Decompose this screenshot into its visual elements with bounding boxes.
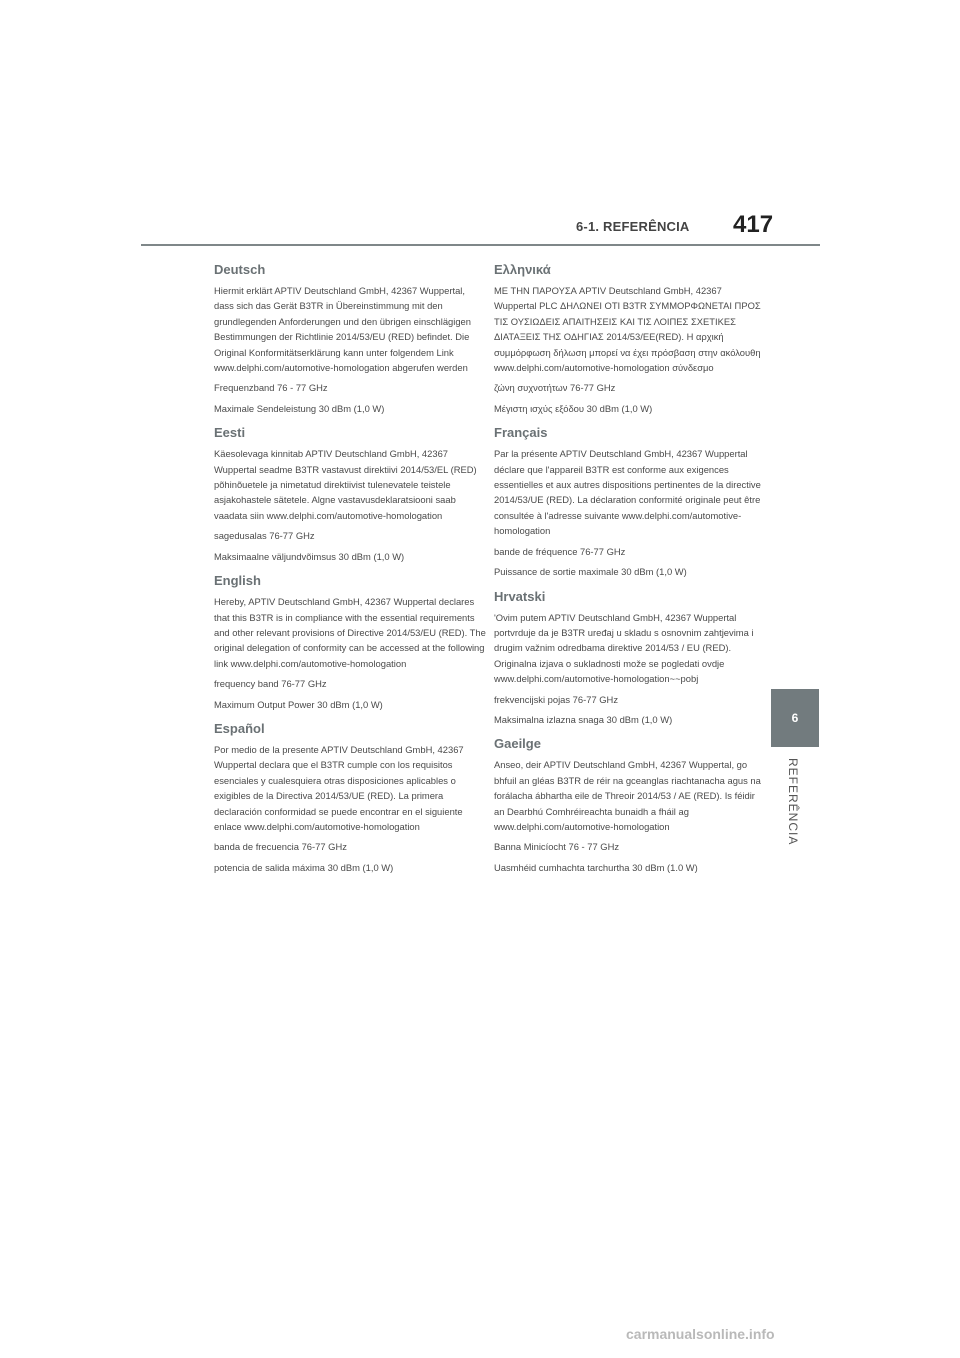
language-section-eesti (214, 425, 486, 564)
language-section-hrvatski (494, 589, 766, 728)
section-title: Français (494, 425, 548, 441)
declaration-text: Hereby, APTIV Deutschland GmbH, 42367 Wuppertal declares that this B3TR is in compliance with the essential requirements and other relevant provisions of Directive 2014/53/EU (RED). The original delegation of conformity can be accessed at the following link www.delphi.com/automotive-homologation (214, 596, 486, 669)
frequency-band: frekvencijski pojas 76-77 GHz (494, 693, 619, 705)
declaration-text: Par la présente APTIV Deutschland GmbH, 42367 Wuppertal déclare que l'appareil B3TR est conforme aux exigences essentielles et aux autres dispositions pertinentes de la directive 2014/53/UE (RED). La déclaration conformité originale peut être consultée à l'adresse suivante www.delphi.com/automotive-homologation (494, 448, 761, 537)
section-title: Gaeilge (494, 736, 541, 752)
chapter-label: REFERÊNCIA (786, 758, 800, 846)
declaration-text: Hiermit erklärt APTIV Deutschland GmbH, 42367 Wuppertal, dass sich das Gerät B3TR in Übereinstimmung mit den grundlegenden Anforderungen und den übrigen einschlägigen Bestimmungen der Richtlinie 2014/53/EU (RED) befindet. Die Original Konformitätserklärung kann unter folgendem Link www.delphi.com/automotive-homologation abgerufen werden (214, 285, 471, 374)
declaration-text: Por medio de la presente APTIV Deutschland GmbH, 42367 Wuppertal declara que el B3TR cumple con los requisitos esenciales y cualesquiera otras disposiciones aplicables o exigibles de la Directiva 2014/53/UE (RED). La primera declaración conformidad se puede encontrar en el siguiente enlace www.delphi.com/automotive-homologation (214, 743, 464, 832)
output-power: potencia de salida máxima 30 dBm (1,0 W) (214, 861, 394, 873)
language-section-espanol (214, 721, 486, 875)
section-title: Eesti (214, 425, 246, 441)
section-title: Hrvatski (494, 588, 546, 604)
output-power: Maksimalna izlazna snaga 30 dBm (1,0 W) (494, 713, 673, 725)
frequency-band: banda de frecuencia 76-77 GHz (214, 841, 347, 853)
site-watermark: carmanualsonline.info (626, 1326, 775, 1342)
frequency-band: Frequenzband 76 - 77 GHz (214, 382, 328, 394)
declaration-text: ΜΕ ΤΗΝ ΠΑΡΟΥΣΑ APTIV Deutschland GmbH, 42367 Wuppertal PLC ΔΗΛΩΝΕΙ ΟΤΙ B3TR ΣΥΜΜΟΡΦΩΝΕΤΑΙ ΠΡΟΣ ΤΙΣ ΟΥΣΙΩΔΕΙΣ ΑΠΑΙΤΗΣΕΙΣ ΚΑΙ ΤΙΣ ΛΟΙΠΕΣ ΣΧΕΤΙΚΕΣ ΔΙΑΤΑΞΕΙΣ ΤΗΣ ΟΔΗΓΙΑΣ 2014/53/ΕΕ(RED). Η αρχική συμμόρφωση δήλωση μπορεί να έχει πρόσβαση στην ακόλουθη www.delphi.com/automotive-homologation σύνδεσμο (494, 285, 761, 374)
section-title: Español (214, 720, 265, 736)
output-power: Maksimaalne väljundvõimsus 30 dBm (1,0 W) (214, 550, 405, 562)
frequency-band: bande de fréquence 76-77 GHz (494, 545, 626, 557)
output-power: Maximum Output Power 30 dBm (1,0 W) (214, 698, 383, 710)
page-number: 417 (733, 211, 774, 238)
output-power: Maximale Sendeleistung 30 dBm (1,0 W) (214, 402, 385, 414)
declaration-text: Anseo, deir APTIV Deutschland GmbH, 42367 Wuppertal, go bhfuil an gléas B3TR de réir na gceanglas riachtanacha agus na forálacha ábhartha eile de Threoir 2014/53 / AE (RED). Is féidir an Dearbhú Comhréireachta bunaidh a fháil ag www.delphi.com/automotive-homologation (494, 759, 761, 832)
output-power: Μέγιστη ισχύς εξόδου 30 dBm (1,0 W) (494, 402, 653, 414)
header-divider (141, 244, 820, 246)
language-section-english (214, 573, 486, 712)
language-section-gaeilge (494, 736, 766, 875)
section-title: English (214, 573, 261, 589)
chapter-tab[interactable] (771, 689, 819, 747)
language-section-francais (494, 425, 766, 579)
section-header: 6-1. REFERÊNCIA (576, 219, 690, 234)
frequency-band: ζώνη συχνοτήτων 76-77 GHz (494, 382, 616, 394)
frequency-band: frequency band 76-77 GHz (214, 678, 327, 690)
language-section-ellinika (494, 262, 766, 416)
declaration-text: Käesolevaga kinnitab APTIV Deutschland GmbH, 42367 Wuppertal seadme B3TR vastavust direktiivi 2014/53/EL (RED) põhinõuetele ja nimetatud direktiivist tulenevatele teistele asjakohastele sätetele. Algne vastavusdeklaratsiooni saab vaadata siin www.delphi.com/automotive-homologation (214, 448, 477, 521)
output-power: Puissance de sortie maximale 30 dBm (1,0 W) (494, 566, 687, 578)
declaration-text: 'Ovim putem APTIV Deutschland GmbH, 42367 Wuppertal portvrduje da je B3TR uređaj u skladu s osnovnim zahtjevima i drugim važnim odredbama direktive 2014/53 / EU (RED). Originalna izjava o sukladnosti može se pogledati ovdje www.delphi.com/automotive-homologation~~pobj (494, 611, 754, 685)
language-section-deutsch (214, 262, 486, 416)
frequency-band: Banna Minicíocht 76 - 77 GHz (494, 841, 620, 853)
section-title: Ελληνικά (494, 262, 551, 277)
output-power: Uasmhéid cumhachta tarchurtha 30 dBm (1.0 W) (494, 861, 698, 873)
frequency-band: sagedusalas 76-77 GHz (214, 530, 315, 542)
right-column (494, 262, 766, 884)
section-title: Deutsch (214, 262, 266, 277)
left-column (214, 262, 486, 884)
chapter-number: 6 (791, 711, 799, 725)
